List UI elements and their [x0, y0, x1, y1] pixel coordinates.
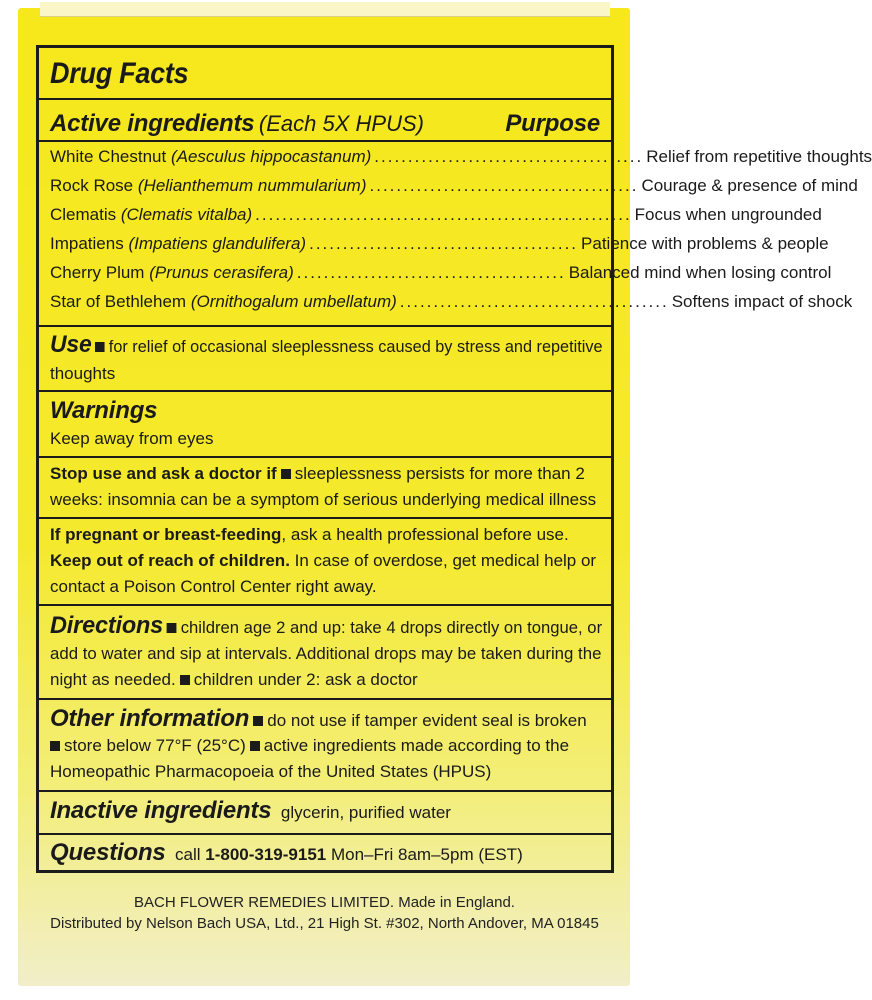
ingredient-latin: (Prunus cerasifera)	[149, 263, 294, 282]
ingredient-latin: (Ornithogalum umbellatum)	[190, 292, 397, 311]
ingredient-name: Rock Rose	[50, 176, 138, 195]
directions-heading: Directions	[50, 612, 164, 639]
children-heading: Keep out of reach of children.	[50, 551, 290, 570]
ingredient-latin: (Helianthemum nummularium)	[137, 176, 367, 195]
questions-heading: Questions	[50, 839, 166, 866]
ingredient-latin: (Aesculus hippocastanum)	[170, 147, 372, 166]
ingredient-purpose: Courage & presence of mind	[641, 176, 858, 195]
warnings-heading-line	[50, 398, 157, 426]
leader-dots: ........................................	[369, 176, 639, 195]
bullet-square-icon	[50, 741, 60, 751]
ingredient-row	[50, 263, 832, 287]
ingredient-purpose: Balanced mind when losing control	[568, 263, 832, 282]
inactive-heading: Inactive ingredients	[50, 797, 272, 824]
stop-use-heading: Stop use and ask a doctor if	[50, 464, 277, 483]
footer-distributor: Distributed by Nelson Bach USA, Ltd., 21 High St. #302, North Andover, MA 01845	[50, 915, 599, 932]
directions-line-2: add to water and sip at intervals. Additional drops may be taken during the	[50, 644, 602, 663]
use-line-1	[50, 332, 603, 360]
other-info-heading: Other information	[50, 705, 250, 732]
ingredient-row	[50, 234, 829, 258]
inactive-rule	[39, 790, 611, 792]
inactive-text: glycerin, purified water	[280, 803, 451, 822]
ingredient-latin: (Clematis vitalba)	[120, 205, 253, 224]
ingredient-name: White Chestnut	[50, 147, 171, 166]
bullet-square-icon	[167, 623, 177, 633]
bullet-square-icon	[95, 342, 105, 352]
ingredient-latin: (Impatiens glandulifera)	[128, 234, 307, 253]
bullet-square-icon	[253, 716, 263, 726]
use-rule	[39, 325, 611, 327]
questions-call: call	[175, 845, 206, 864]
drug-facts-title: Drug Facts	[50, 57, 189, 90]
ingredient-name: Star of Bethlehem	[50, 292, 191, 311]
other-info-text: store below 77°F (25°C)	[64, 736, 246, 755]
ingredient-row	[50, 176, 858, 200]
ingredient-purpose: Relief from repetitive thoughts	[646, 147, 872, 166]
stop-use-line-2: weeks: insomnia can be a symptom of serious underlying medical illness	[50, 490, 597, 509]
other-info-text: do not use if tamper evident seal is broken	[267, 711, 587, 730]
active-ingredients-header	[50, 110, 600, 138]
active-ingredients-heading: Active ingredients	[50, 110, 255, 137]
children-text: In case of overdose, get medical help or	[289, 551, 597, 570]
ingredient-name: Clematis	[50, 205, 121, 224]
warnings-eyes: Keep away from eyes	[50, 429, 214, 448]
footer-manufacturer: BACH FLOWER REMEDIES LIMITED. Made in England.	[134, 894, 515, 911]
active-ingredients-note: (Each 5X HPUS)	[258, 111, 424, 136]
ingredient-name: Cherry Plum	[50, 263, 150, 282]
pregnant-heading: If pregnant or breast-feeding	[50, 525, 282, 544]
questions-rule	[39, 833, 611, 835]
bullet-square-icon	[180, 675, 190, 685]
stop-use-rule	[39, 456, 611, 458]
leader-dots: ........................................................	[255, 205, 632, 224]
ingredients-header-rule	[39, 140, 611, 142]
use-line-2: thoughts	[50, 364, 116, 383]
bullet-square-icon	[281, 469, 291, 479]
directions-text: night as needed.	[50, 670, 176, 689]
other-info-line-3: Homeopathic Pharmacopoeia of the United States (HPUS)	[50, 762, 492, 781]
directions-line-1	[50, 613, 602, 641]
pregnant-rule	[39, 517, 611, 519]
inactive-line	[50, 798, 451, 826]
other-info-text: active ingredients made according to the	[263, 736, 570, 755]
questions-hours: Mon–Fri 8am–5pm (EST)	[326, 845, 523, 864]
package-top-flap	[40, 2, 610, 17]
warnings-heading: Warnings	[50, 397, 158, 424]
ingredient-purpose: Softens impact of shock	[671, 292, 853, 311]
children-line-2: contact a Poison Control Center right away.	[50, 577, 377, 596]
ingredient-row	[50, 147, 872, 171]
drug-facts-panel	[36, 45, 872, 873]
ingredient-purpose: Patience with problems & people	[581, 234, 829, 253]
leader-dots: ........................................	[309, 234, 579, 253]
phone-number: 1-800-319-9151	[205, 845, 327, 864]
stop-use-line-1	[50, 461, 585, 487]
bullet-square-icon	[250, 741, 260, 751]
directions-text: children age 2 and up: take 4 drops directly on tongue, or	[180, 618, 603, 637]
children-line-1	[50, 548, 596, 574]
pregnant-text: , ask a health professional before use.	[281, 525, 569, 544]
ingredient-name: Impatiens	[50, 234, 129, 253]
ingredient-row	[50, 205, 822, 229]
purpose-heading: Purpose	[505, 110, 600, 137]
other-info-line-1	[50, 706, 587, 734]
stop-use-text: sleeplessness persists for more than 2	[294, 464, 585, 483]
use-heading: Use	[50, 331, 92, 358]
ingredient-purpose: Focus when ungrounded	[634, 205, 822, 224]
directions-rule	[39, 604, 611, 606]
warnings-rule	[39, 390, 611, 392]
directions-text: children under 2: ask a doctor	[193, 670, 418, 689]
other-info-line-2	[50, 733, 569, 759]
ingredient-row	[50, 292, 853, 316]
use-text: for relief of occasional sleeplessness caused by stress and repetitive	[108, 337, 603, 356]
title-rule	[39, 98, 611, 100]
other-info-rule	[39, 698, 611, 700]
leader-dots: ........................................	[296, 263, 566, 282]
directions-line-3	[50, 667, 418, 693]
questions-line	[50, 840, 523, 868]
leader-dots: ........................................	[399, 292, 669, 311]
pregnant-line	[50, 522, 569, 548]
leader-dots: ........................................	[374, 147, 644, 166]
